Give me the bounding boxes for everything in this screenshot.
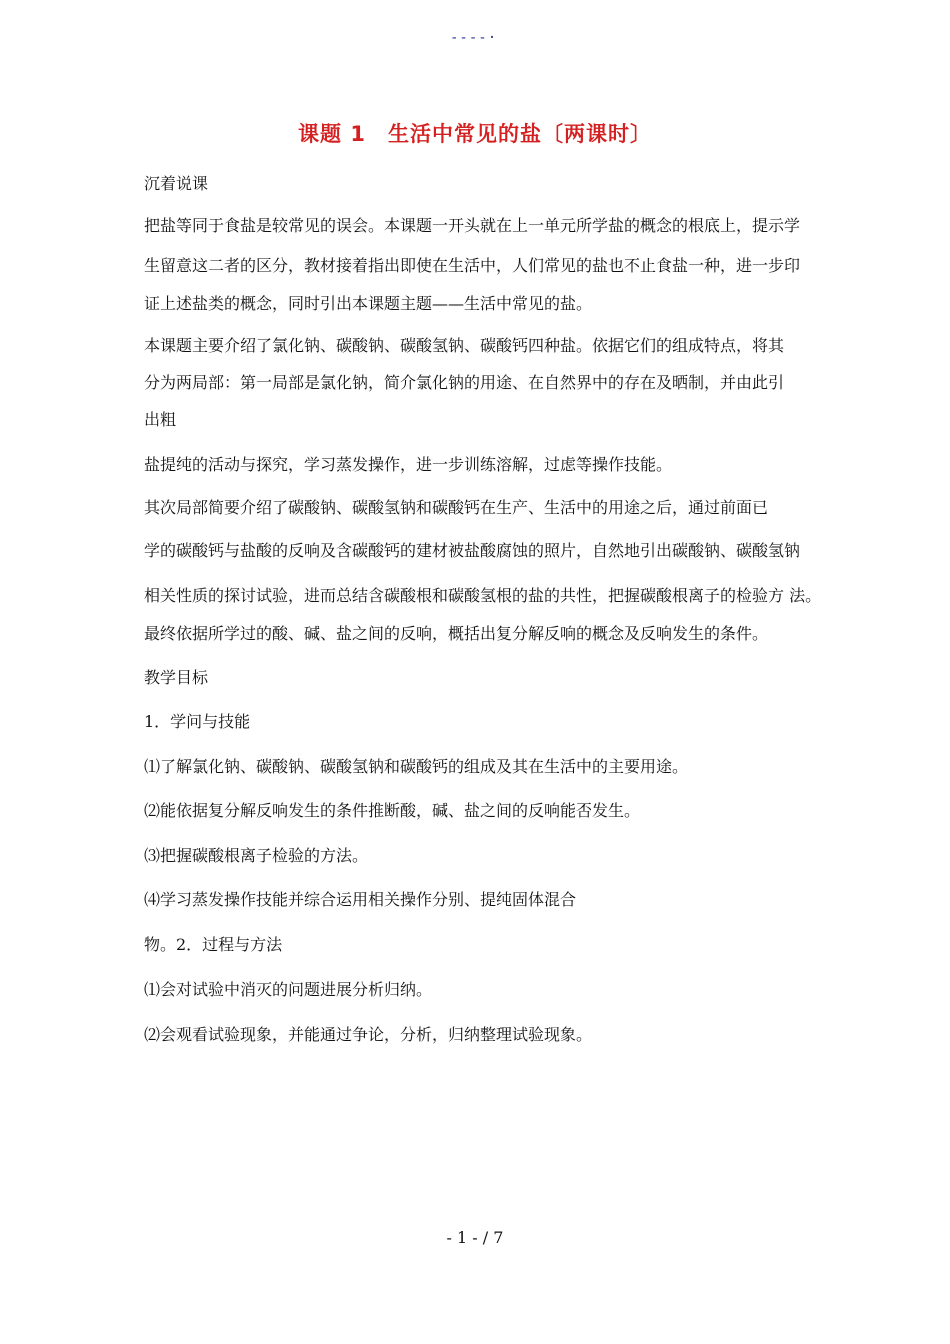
list-item: ⑴了解氯化钠、碳酸钠、碳酸氢钠和碳酸钙的组成及其在生活中的主要用途。 xyxy=(144,757,689,776)
paragraph-line: 相关性质的探讨试验，进而总结含碳酸根和碳酸氢根的盐的共性，把握碳酸根离子的检验方 法。 xyxy=(144,586,822,605)
paragraph-line: 出粗 xyxy=(144,410,177,429)
paragraph-line: 盐提纯的活动与探究，学习蒸发操作，进一步训练溶解，过虑等操作技能。 xyxy=(144,455,673,474)
subsection-heading: 1．学问与技能 xyxy=(144,712,251,731)
paragraph-line: 证上述盐类的概念，同时引出本课题主题——生活中常见的盐。 xyxy=(144,294,593,313)
paragraph-line: 其次局部简要介绍了碳酸钠、碳酸氢钠和碳酸钙在生产、生活中的用途之后，通过前面已 xyxy=(144,498,769,517)
paragraph-line: 最终依据所学过的酸、碱、盐之间的反响，概括出复分解反响的概念及反响发生的条件。 xyxy=(144,624,769,643)
paragraph-line: 分为两局部：第一局部是氯化钠，简介氯化钠的用途、在自然界中的存在及晒制，并由此引 xyxy=(144,373,785,392)
list-item: ⑷学习蒸发操作技能并综合运用相关操作分别、提纯固体混合 xyxy=(144,890,577,909)
paragraph-line: 学的碳酸钙与盐酸的反响及含碳酸钙的建材被盐酸腐蚀的照片，自然地引出碳酸钠、碳酸氢钠 xyxy=(144,541,801,560)
header-mark: ----· xyxy=(450,30,498,46)
paragraph-line: 生留意这二者的区分，教材接着指出即使在生活中，人们常见的盐也不止食盐一种，进一步印 xyxy=(144,256,801,275)
list-item: ⑴会对试验中消灭的问题进展分析归纳。 xyxy=(144,980,433,999)
list-item: ⑵会观看试验现象，并能通过争论，分析，归纳整理试验现象。 xyxy=(144,1025,593,1044)
section-heading: 沉着说课 xyxy=(144,174,209,193)
list-item: ⑶把握碳酸根离子检验的方法。 xyxy=(144,846,369,865)
page-number: - 1 - / 7 xyxy=(446,1228,504,1247)
paragraph-line: 本课题主要介绍了氯化钠、碳酸钠、碳酸氢钠、碳酸钙四种盐。依据它们的组成特点，将其 xyxy=(144,336,785,355)
list-item: 物。2．过程与方法 xyxy=(144,935,283,954)
paragraph-line: 把盐等同于食盐是较常见的误会。本课题一开头就在上一单元所学盐的概念的根底上，提示学 xyxy=(144,216,801,235)
section-heading: 教学目标 xyxy=(144,668,209,687)
list-item: ⑵能依据复分解反响发生的条件推断酸，碱、盐之间的反响能否发生。 xyxy=(144,801,641,820)
document-title: 课题 1 生活中常见的盐〔两课时〕 xyxy=(298,122,652,146)
